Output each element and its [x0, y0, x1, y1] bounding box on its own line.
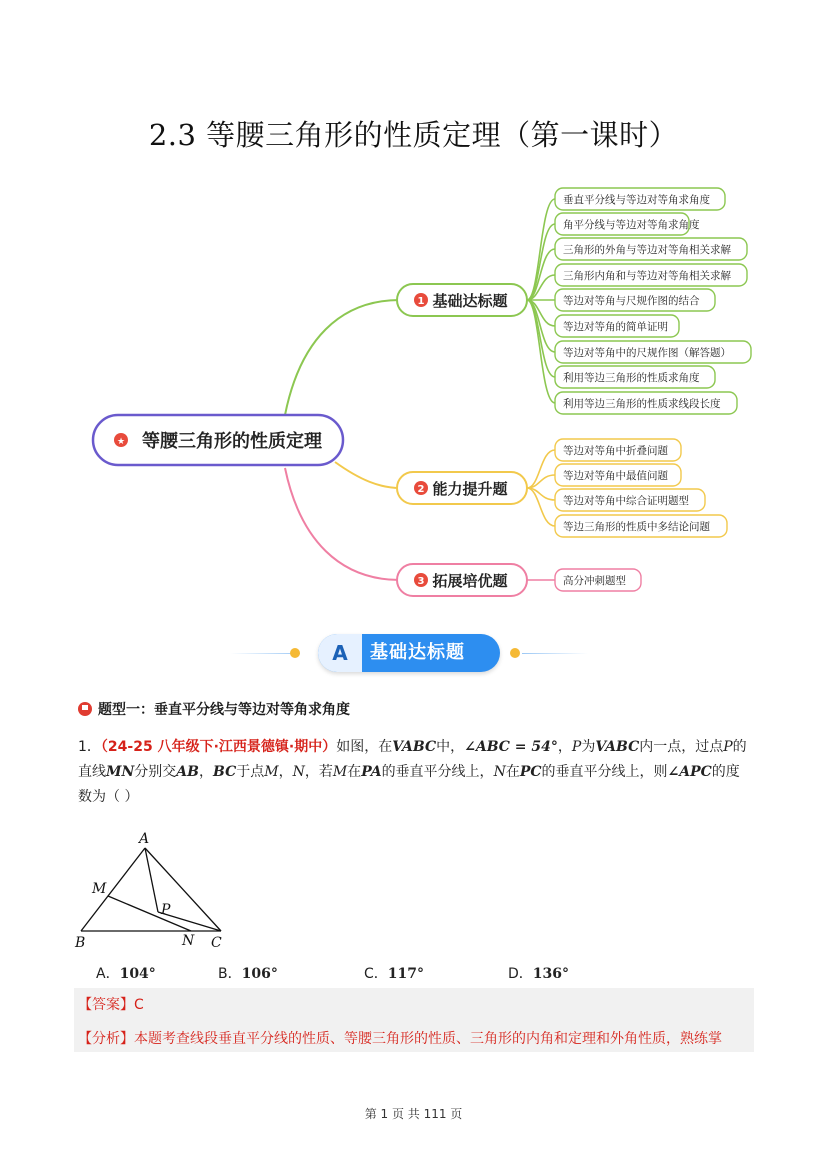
math-mn: MN [106, 764, 135, 780]
banner-line-right [522, 653, 588, 654]
label-c: C [211, 935, 222, 951]
triangle-figure [72, 828, 232, 953]
q-text: 内一点，过点 [639, 739, 724, 755]
q-text: 的垂直平分线上， [381, 764, 494, 780]
math-bc: BC [213, 764, 237, 780]
segment-mn [108, 896, 191, 931]
branch-2-leaf-connectors [527, 450, 555, 526]
option-letter: B． [218, 966, 242, 982]
q-text: ， [199, 764, 213, 780]
analysis-label: 【分析】 [78, 1031, 134, 1047]
q-text: 的度数为（ ） [78, 764, 740, 805]
label-m: M [92, 881, 107, 897]
question-source: （24-25 八年级下·江西景德镇·期中） [100, 739, 337, 755]
branch-2-leaves [555, 439, 727, 537]
connector-branch-1 [285, 300, 400, 415]
branch-label: 基础达标题 [432, 292, 508, 310]
section-banner [230, 634, 590, 674]
option-value: 106° [241, 966, 278, 982]
branch-label: 能力提升题 [432, 480, 508, 498]
math-m: M [332, 764, 348, 780]
connector-branch-2 [335, 462, 400, 488]
math-eq: = 54° [509, 739, 558, 755]
page-footer: 第 1 页 共 111 页 [364, 1107, 463, 1121]
q-text: 的直线 [78, 739, 747, 780]
leaf-node: 高分冲刺题型 [563, 575, 626, 587]
math-p: P [571, 739, 582, 755]
option-value: 104° [119, 966, 156, 982]
leaf-node: 利用等边三角形的性质求角度 [563, 372, 700, 384]
label-n: N [182, 933, 195, 949]
analysis-line [78, 1028, 722, 1048]
mind-map [0, 180, 827, 620]
branch-number: 2 [417, 484, 425, 495]
leaf-node: 等边对等角的简单证明 [563, 321, 668, 333]
option-letter: C． [364, 966, 388, 982]
question-number: 1． [78, 739, 101, 755]
page-title: 2.3 等腰三角形的性质定理（第一课时） [148, 118, 679, 152]
banner-dot-right [510, 648, 520, 658]
q-text: ， [278, 764, 293, 780]
banner-dot-left [290, 648, 300, 658]
math-abc: ABC [605, 739, 640, 755]
leaf-node: 等边对等角与尺规作图的结合 [563, 295, 700, 307]
segment-ap [145, 848, 158, 912]
q-text: 中， [436, 739, 465, 755]
leaf-node: 等边对等角中折叠问题 [563, 445, 668, 457]
leaf-node: 垂直平分线与等边对等角求角度 [563, 194, 710, 206]
section-letter: A [318, 634, 362, 672]
leaf-node: 角平分线与等边对等角求角度 [563, 219, 700, 231]
q-text: ，若 [304, 764, 333, 780]
connector-branch-3 [285, 468, 400, 580]
section-label: 基础达标题 [370, 642, 465, 663]
root-label: 等腰三角形的性质定理 [142, 431, 322, 452]
leaf-node: 等边三角形的性质中多结论问题 [563, 521, 710, 533]
mindmap-branch-1 [397, 284, 527, 316]
leaf-node: 三角形的外角与等边对等角相关求解 [563, 244, 731, 256]
type-heading-text: 题型一：垂直平分线与等边对等角求角度 [98, 702, 350, 718]
analysis-text: 本题考查线段垂直平分线的性质、等腰三角形的性质、三角形的内角和定理和外角性质，熟练掌 [134, 1031, 722, 1047]
mindmap-branch-2 [397, 472, 527, 504]
q-text: 在 [505, 764, 520, 780]
branch-1-leaves [555, 188, 751, 414]
answer-label: 【答案】 [78, 997, 134, 1013]
math-n: N [292, 764, 305, 780]
leaf-node: 等边对等角中最值问题 [563, 470, 668, 482]
mindmap-root [93, 415, 343, 465]
option-d[interactable] [508, 963, 569, 983]
answer-value: C [134, 997, 144, 1013]
answer-box [74, 988, 754, 1052]
q-text: 分别交 [134, 764, 177, 780]
q-text: 于点 [236, 764, 265, 780]
leaf-node: 等边对等角中综合证明题型 [563, 495, 689, 507]
triangle-symbol: V [392, 739, 402, 755]
q-text: 为 [581, 739, 596, 755]
branch-label: 拓展培优题 [432, 572, 508, 590]
math-pc: PC [519, 764, 542, 780]
math-pa: PA [361, 764, 382, 780]
math-ab: AB [176, 764, 199, 780]
q-text: 如图，在 [336, 739, 393, 755]
leaf-node: 等边对等角中的尺规作图（解答题） [563, 347, 731, 359]
label-p: P [161, 902, 171, 918]
flag-icon [78, 702, 92, 716]
math-abc: ABC [402, 739, 437, 755]
svg-text:★: ★ [116, 437, 126, 447]
math-apc: ∠APC [667, 764, 712, 780]
branch-number: 1 [417, 296, 425, 307]
option-b[interactable] [218, 963, 278, 983]
q-text: 的垂直平分线上，则 [541, 764, 668, 780]
leaf-node: 利用等边三角形的性质求线段长度 [563, 398, 721, 410]
math-angle: ∠ABC [464, 739, 510, 755]
branch-number: 3 [417, 576, 425, 587]
math-p: P [723, 739, 733, 755]
question-text [78, 735, 753, 810]
q-text: ， [557, 739, 572, 755]
type-heading [78, 699, 350, 719]
answer-line [78, 994, 144, 1014]
side-ab [81, 848, 145, 931]
option-a[interactable] [96, 963, 156, 983]
math-m: M [264, 764, 279, 780]
option-letter: D． [508, 966, 533, 982]
label-a: A [139, 831, 150, 847]
option-c[interactable] [364, 963, 424, 983]
mindmap-branch-3 [397, 564, 527, 596]
branch-1-leaf-connectors [527, 199, 555, 403]
side-ac [145, 848, 221, 931]
option-letter: A． [96, 966, 120, 982]
option-value: 117° [387, 966, 425, 982]
branch-3-leaves [555, 569, 641, 591]
option-value: 136° [532, 966, 570, 982]
label-b: B [75, 935, 86, 951]
leaf-node: 三角形内角和与等边对等角相关求解 [563, 270, 731, 282]
math-n: N [493, 764, 506, 780]
q-text: 在 [347, 764, 362, 780]
triangle-symbol: V [595, 739, 606, 755]
